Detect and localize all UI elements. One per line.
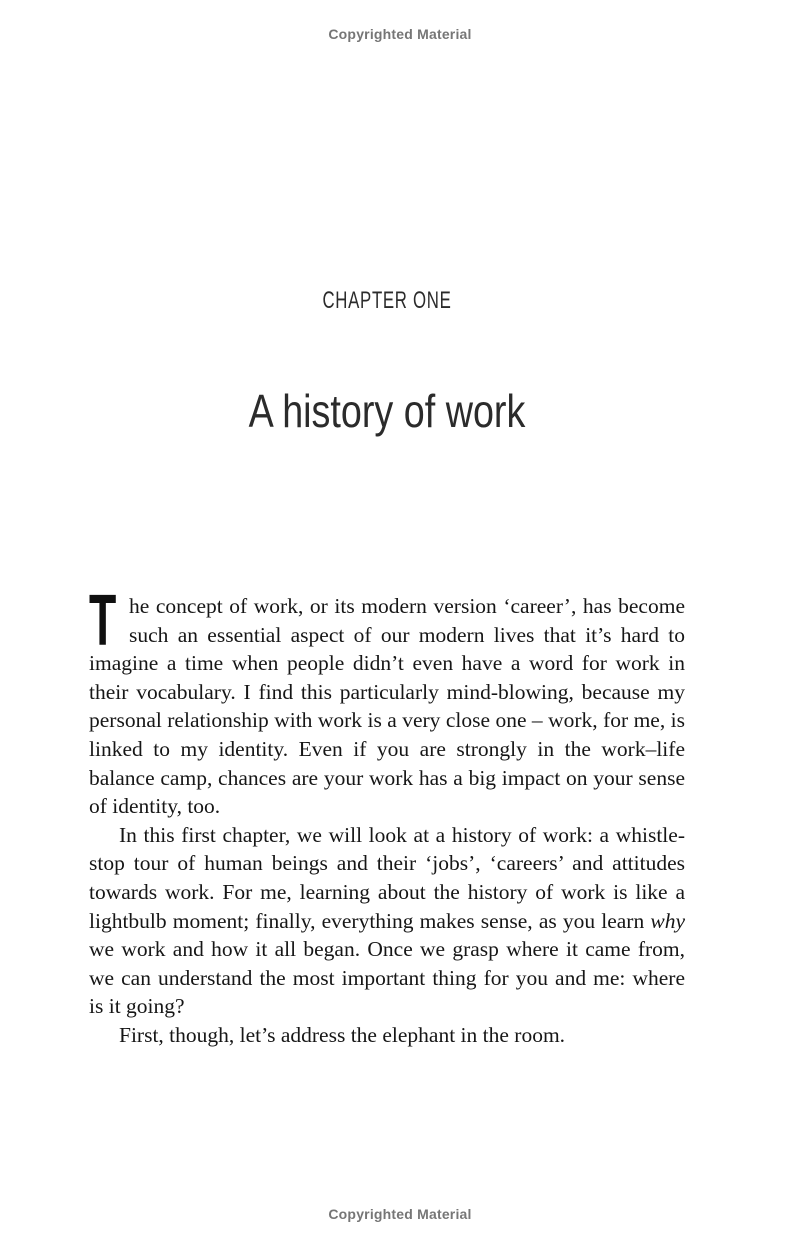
copyright-notice-bottom: Copyrighted Material bbox=[328, 1206, 472, 1222]
paragraph-1 bbox=[89, 581, 685, 821]
paragraph-2-text-a: In this first chapter, we will look at a history of work: a whistle-stop tour of human beings and their ‘jobs’, ‘careers’ and attitudes towards work. For me, learning about the history of work is like a lightbulb moment; finally, everything makes sense, as you learn bbox=[89, 822, 685, 933]
paragraph-2 bbox=[89, 821, 685, 1021]
paragraph-1-text: he concept of work, or its modern version ‘career’, has become such an essential aspect of our modern lives that it’s hard to imagine a time when people didn’t even have a word for work in their vocabulary. I find this particularly mind-blowing, because my personal relationship with work is a very close one – work, for me, is linked to my identity. Even if you are strongly in the work–life balance camp, chances are your work has a big impact on your sense of identity, too. bbox=[89, 594, 685, 819]
paragraph-2-italic-word: why bbox=[650, 908, 685, 933]
drop-cap: T bbox=[89, 581, 117, 661]
copyright-notice-top: Copyrighted Material bbox=[328, 26, 472, 42]
chapter-title: A history of work bbox=[248, 385, 526, 437]
paragraph-2-text-b: we work and how it all began. Once we grasp where it came from, we can understand the most important thing for you and me: where is it going? bbox=[89, 937, 685, 1019]
chapter-label: CHAPTER ONE bbox=[322, 287, 452, 314]
body-text bbox=[89, 581, 685, 1050]
paragraph-3: First, though, let’s address the elephant in the room. bbox=[119, 1022, 566, 1047]
